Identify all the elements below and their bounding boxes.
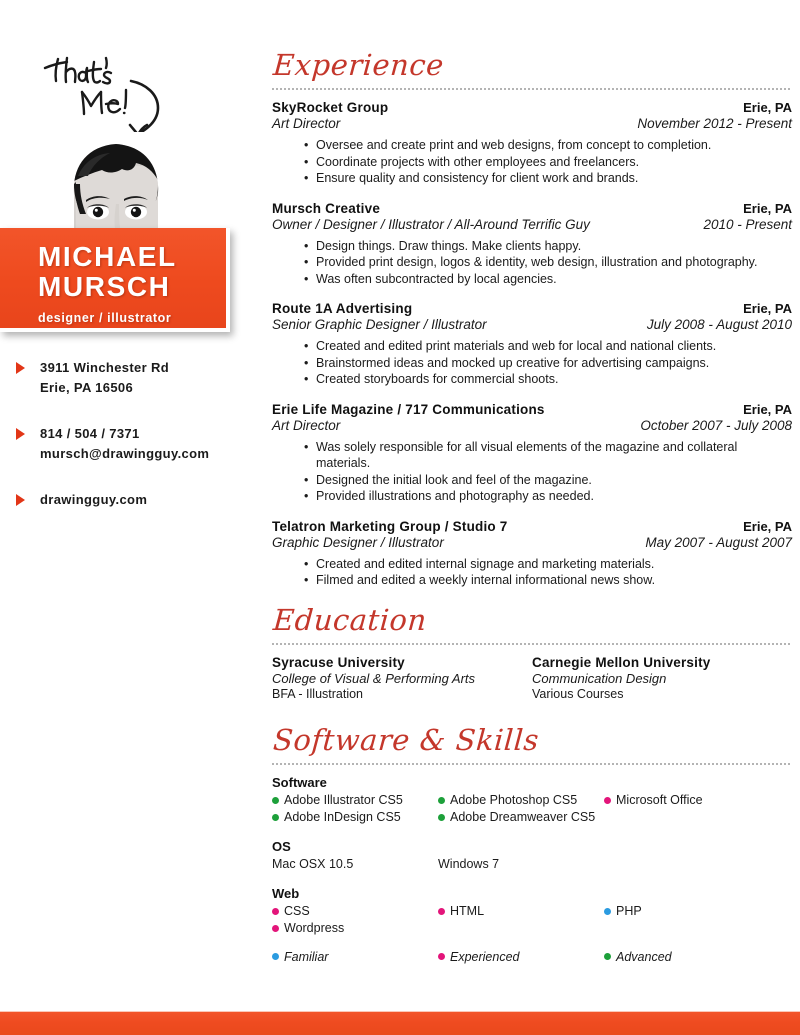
job-bullet: • Coordinate projects with other employees and freelancers.: [306, 154, 792, 171]
skill-item: [272, 792, 438, 809]
skills-list: [272, 775, 792, 937]
company-location: Erie, PA: [743, 200, 792, 216]
company-location: Erie, PA: [743, 518, 792, 534]
legend-dot-icon: [272, 953, 279, 960]
school-name: Carnegie Mellon University: [532, 654, 711, 670]
job-bullet: • Design things. Draw things. Make clients happy.: [306, 238, 792, 255]
skill-level-dot-icon: [604, 908, 611, 915]
job-title-subtitle: designer / illustrator: [38, 311, 172, 325]
arrow-bullet-icon: [16, 362, 25, 374]
contact-website: [0, 490, 252, 510]
skills-legend: [272, 950, 792, 964]
job-dates: November 2012 - Present: [637, 116, 792, 131]
skill-column: [604, 792, 770, 826]
entry-header: [272, 402, 792, 417]
job-bullet: • Created and edited internal signage and marketing materials.: [306, 556, 792, 573]
job-dates: 2010 - Present: [703, 216, 792, 232]
skill-level-dot-icon: [272, 908, 279, 915]
legend-item: [272, 950, 438, 964]
section-title-experience: Experience: [272, 48, 446, 82]
skill-label: Adobe Dreamweaver CS5: [450, 809, 596, 824]
divider: [272, 643, 790, 645]
skill-item: [438, 809, 604, 826]
entry-header: [272, 100, 792, 115]
skill-column: [604, 903, 770, 937]
job-bullet: • Provided illustrations and photography as needed.: [306, 488, 792, 505]
skill-column: [604, 856, 770, 873]
education-section: [272, 603, 792, 701]
skill-label: Adobe Photoshop CS5: [450, 792, 578, 807]
skill-label: CSS: [284, 903, 310, 918]
job-dates: July 2008 - August 2010: [646, 317, 792, 332]
skill-columns: [272, 792, 792, 826]
skill-label: PHP: [616, 903, 642, 918]
legend-item: [604, 950, 770, 964]
school-program: College of Visual & Performing Arts: [272, 670, 476, 686]
skill-group-title: Software: [272, 774, 327, 790]
education-entry: [272, 655, 532, 701]
skill-column: [438, 856, 604, 873]
skill-group-title: OS: [272, 838, 291, 854]
skill-group-title: Web: [272, 885, 300, 901]
company-location: Erie, PA: [743, 100, 792, 115]
skill-group: [272, 886, 792, 937]
entry-subheader: [272, 317, 792, 332]
experience-entry: [272, 301, 792, 388]
contact-email[interactable]: mursch@drawingguy.com: [40, 446, 210, 461]
skill-label: Microsoft Office: [616, 792, 703, 807]
education-list: [272, 655, 792, 701]
experience-entry: [272, 201, 792, 288]
thats-me-callout: [34, 46, 174, 141]
job-bullet-list: [272, 439, 792, 505]
avatar: [62, 132, 172, 242]
entry-subheader: [272, 418, 792, 433]
left-sidebar: [0, 0, 252, 1012]
divider: [272, 763, 790, 765]
job-bullet: • Was solely responsible for all visual elements of the magazine and collateral materials.: [306, 439, 792, 472]
company-name: SkyRocket Group: [272, 100, 389, 115]
experience-section: [272, 0, 792, 589]
skill-level-dot-icon: [438, 814, 445, 821]
skill-columns: [272, 903, 792, 937]
skill-label: Adobe Illustrator CS5: [284, 792, 403, 807]
school-degree: BFA - Illustration: [272, 686, 364, 701]
legend-item: [438, 950, 604, 964]
skill-group: [272, 839, 792, 873]
skill-level-dot-icon: [272, 797, 279, 804]
skill-column: [272, 903, 438, 937]
skill-label: HTML: [450, 903, 485, 918]
job-role: Art Director: [272, 116, 341, 131]
skill-level-dot-icon: [272, 814, 279, 821]
section-title-education: Education: [272, 602, 428, 637]
skill-item: [438, 856, 604, 873]
skill-label: Wordpress: [284, 920, 345, 935]
skill-group: [272, 775, 792, 826]
skill-level-dot-icon: [604, 797, 611, 804]
skill-label: Adobe InDesign CS5: [284, 809, 401, 824]
experience-entry: [272, 100, 792, 187]
contact-address: [0, 358, 252, 398]
skill-level-dot-icon: [438, 908, 445, 915]
main-content: [272, 0, 792, 966]
skill-column: [272, 792, 438, 826]
company-name: Telatron Marketing Group / Studio 7: [272, 518, 508, 534]
job-role: Senior Graphic Designer / Illustrator: [272, 317, 487, 332]
contact-block: [0, 358, 252, 536]
legend-dot-icon: [604, 953, 611, 960]
job-bullet: • Created storyboards for commercial shoots.: [306, 371, 792, 388]
job-bullet-list: [272, 238, 792, 288]
skill-label: Mac OSX 10.5: [272, 856, 354, 871]
experience-list: [272, 100, 792, 589]
footer-bar: [0, 1011, 800, 1035]
legend-label: Advanced: [616, 949, 672, 964]
skill-column: [272, 856, 438, 873]
legend-label: Familiar: [284, 949, 329, 964]
company-name: Mursch Creative: [272, 200, 381, 216]
school-name: Syracuse University: [272, 654, 405, 670]
first-name: MICHAEL: [38, 241, 177, 272]
job-bullet: • Designed the initial look and feel of the magazine.: [306, 472, 792, 489]
job-bullet: • Ensure quality and consistency for client work and brands.: [306, 170, 792, 187]
skill-item: [438, 903, 604, 920]
company-name: Erie Life Magazine / 717 Communications: [272, 401, 545, 417]
divider: [272, 88, 790, 90]
job-bullet-list: [272, 338, 792, 388]
arrow-bullet-icon: [16, 428, 25, 440]
entry-header: [272, 301, 792, 316]
job-bullet-list: [272, 137, 792, 187]
skill-item: [272, 856, 438, 873]
contact-line: Erie, PA 16506: [40, 380, 134, 395]
name-plate: [0, 228, 230, 332]
skill-columns: [272, 856, 792, 873]
experience-entry: [272, 402, 792, 505]
experience-entry: [272, 519, 792, 589]
skill-column: [438, 903, 604, 937]
skill-item: [604, 903, 770, 920]
section-title-skills: Software & Skills: [272, 722, 541, 757]
company-location: Erie, PA: [743, 401, 792, 417]
entry-header: [272, 519, 792, 534]
education-entry: [532, 655, 792, 701]
entry-subheader: [272, 217, 792, 232]
skill-level-dot-icon: [438, 797, 445, 804]
skill-level-dot-icon: [272, 925, 279, 932]
skill-item: [272, 903, 438, 920]
skill-item: [604, 792, 770, 809]
skill-item: [272, 920, 438, 937]
job-dates: May 2007 - August 2007: [645, 534, 792, 550]
job-bullet: • Oversee and create print and web designs, from concept to completion.: [306, 137, 792, 154]
skill-item: [272, 809, 438, 826]
job-bullet-list: [272, 556, 792, 589]
school-program: Communication Design: [532, 670, 667, 686]
job-bullet: • Provided print design, logos & identity, web design, illustration and photography.: [306, 254, 792, 271]
skill-column: [438, 792, 604, 826]
contact-line: 3911 Winchester Rd: [40, 360, 170, 375]
job-bullet: • Brainstormed ideas and mocked up creative for advertising campaigns.: [306, 355, 792, 372]
entry-subheader: [272, 116, 792, 131]
company-location: Erie, PA: [743, 301, 792, 316]
legend-label: Experienced: [450, 949, 520, 964]
job-role: Graphic Designer / Illustrator: [272, 534, 444, 550]
contact-phone: 814 / 504 / 7371: [40, 426, 140, 441]
job-bullet: • Filmed and edited a weekly internal informational news show.: [306, 572, 792, 589]
last-name: MURSCH: [38, 271, 171, 302]
entry-header: [272, 201, 792, 216]
job-bullet: • Created and edited print materials and web for local and national clients.: [306, 338, 792, 355]
entry-subheader: [272, 535, 792, 550]
arrow-bullet-icon: [16, 494, 25, 506]
legend-dot-icon: [438, 953, 445, 960]
skill-label: Windows 7: [438, 856, 500, 871]
contact-phone-email: [0, 424, 252, 464]
job-role: Owner / Designer / Illustrator / All-Around Terrific Guy: [272, 216, 590, 232]
contact-website-link[interactable]: drawingguy.com: [40, 492, 148, 507]
skills-section: [272, 723, 792, 964]
job-bullet: • Was often subcontracted by local agencies.: [306, 271, 792, 288]
skill-item: [438, 792, 604, 809]
company-name: Route 1A Advertising: [272, 301, 413, 316]
job-role: Art Director: [272, 417, 341, 433]
job-dates: October 2007 - July 2008: [640, 417, 792, 433]
school-degree: Various Courses: [532, 686, 624, 701]
